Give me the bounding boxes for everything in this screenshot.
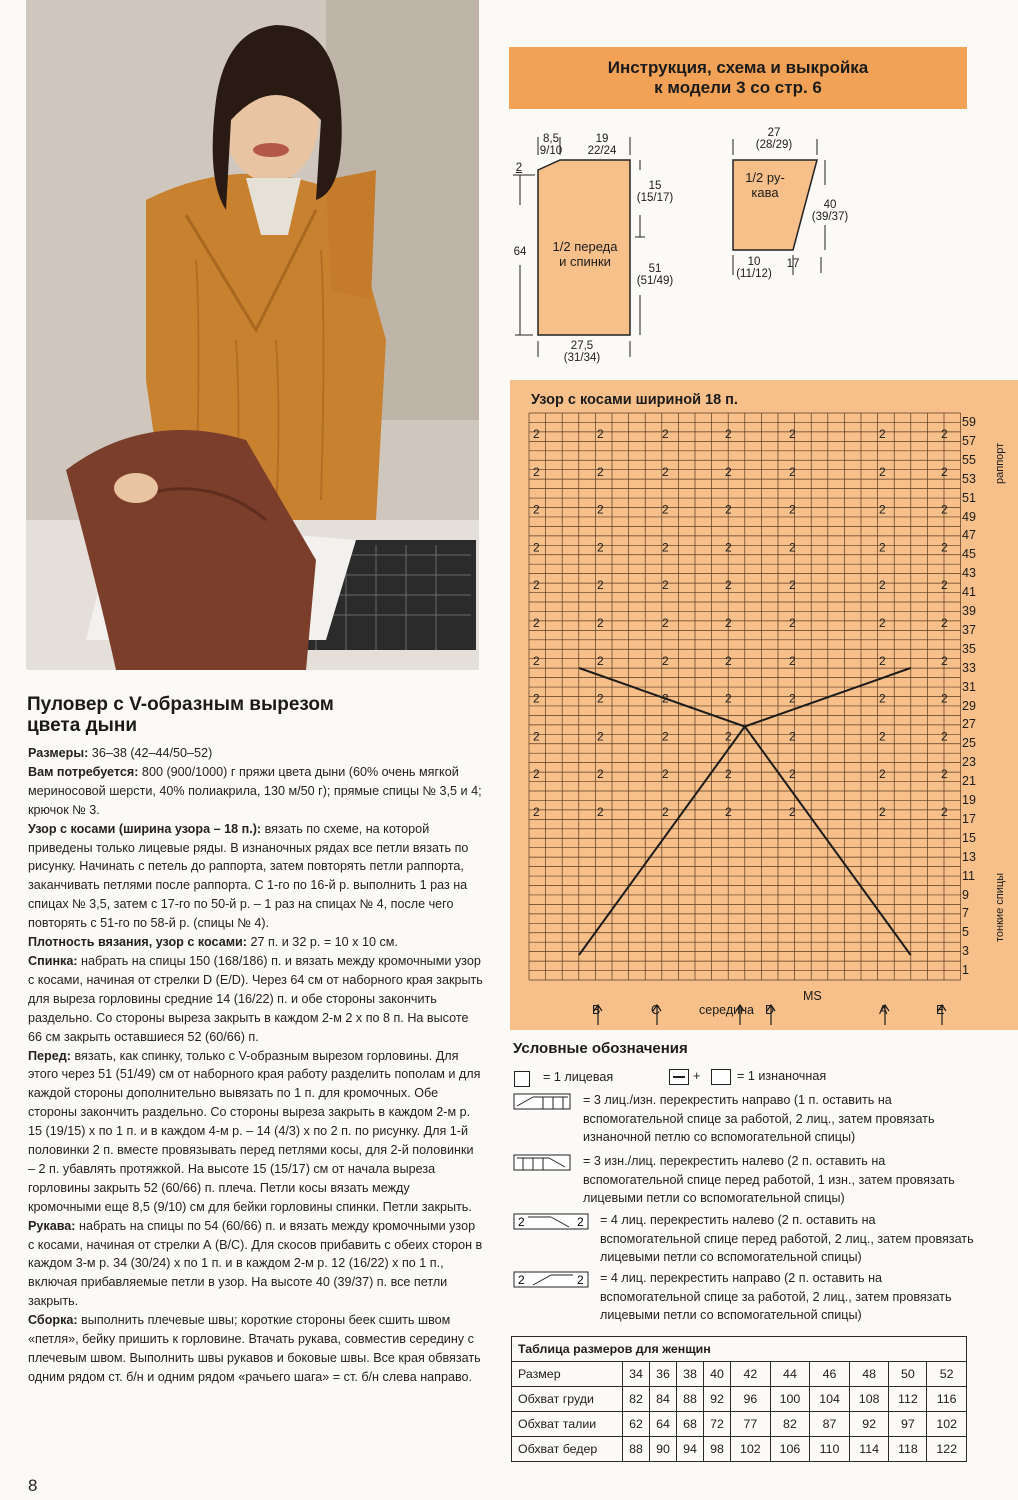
row-number: 45 xyxy=(962,547,976,562)
cable-mark: 2 xyxy=(662,616,669,630)
arrow-label-a: A xyxy=(879,1003,888,1017)
table-cell: 102 xyxy=(731,1437,771,1462)
cable-mark: 2 xyxy=(725,427,732,441)
article-title-line-1: Пуловер с V-образным вырезом xyxy=(27,694,334,715)
section-front xyxy=(28,1047,483,1217)
table-row xyxy=(512,1362,967,1387)
cable-mark: 2 xyxy=(789,767,796,782)
section-label: Вам потребуется: xyxy=(28,764,139,779)
article-title xyxy=(27,694,467,736)
sleeve-bottom xyxy=(732,256,776,280)
article-body xyxy=(28,744,483,1387)
body-top-b-value: 19 xyxy=(595,133,609,145)
sleeve-side: 17 xyxy=(786,258,800,270)
cable-mark: 2 xyxy=(597,729,604,744)
table-cell: 108 xyxy=(849,1387,889,1412)
table-cell: 44 xyxy=(770,1362,810,1387)
section-text: выполнить плечевые швы; короткие стороны беек сшить швом «петля», бейку пришить к горловине. Втачать рукава, совместив середину с плечевым швом. Выполнить швы рукавов и боковые швы. Все края обвязать одним рядом ст. б/н и одним рядом «рачьего шага» = ст. б/н слева направо. xyxy=(28,1313,481,1384)
table-cell: 84 xyxy=(650,1387,677,1412)
chart-title: Узор с косами шириной 18 п. xyxy=(531,392,738,408)
section-text: 27 п. и 32 р. = 10 х 10 см. xyxy=(246,935,398,950)
legend-cable-3-left: = 3 изн./лиц. перекрестить налево (2 п. оставить на вспомогательной спице перед работой, 1 изн., затем провязать лицевыми петли со вспомогательной спицы) xyxy=(583,1154,955,1205)
cable-mark: 2 xyxy=(533,464,540,479)
row-number: 23 xyxy=(962,755,976,770)
cable-3-left-symbol xyxy=(513,1153,573,1173)
cable-mark: 2 xyxy=(789,578,796,593)
section-label: Сборка: xyxy=(28,1313,78,1328)
svg-text:2: 2 xyxy=(518,1273,525,1287)
row-number: 57 xyxy=(962,433,976,448)
sleeve-bottom2-value: (11/12) xyxy=(736,268,772,280)
section-text: вязать по схеме, на которой приведены только лицевые ряды. В изнаночных рядах все петли вязать по рисунку. Начинать с петель до раппорта, затем повторять петли раппорта, заканчивать петлями после раппорта. С 1-го по 16-й р. выполнить 1 раз на спицах № 3,5, затем с 17-го по 50-й р. – 1 раз на спицах № 4, после чего повторять с 51-го по 58-й р. (спицы № 4). xyxy=(28,821,469,931)
cable-mark: 2 xyxy=(941,464,948,479)
cable-mark: 2 xyxy=(879,691,886,706)
cable-4-right-symbol xyxy=(513,1270,591,1290)
row-label: Размер xyxy=(512,1362,623,1387)
table-cell: 104 xyxy=(810,1387,850,1412)
table-cell: 98 xyxy=(704,1437,731,1462)
cable-mark: 2 xyxy=(662,464,669,479)
legend-cable-4-left: = 4 лиц. перекрестить налево (2 п. оставить на вспомогательной спице перед работой, 2 лиц., затем провязать лицевыми петли со вспомогательной спицы) xyxy=(600,1213,974,1264)
sleeve-height2-value: (39/37) xyxy=(811,211,849,223)
table-row xyxy=(512,1412,967,1437)
cable-mark: 2 xyxy=(879,805,886,819)
table-cell: 48 xyxy=(849,1362,889,1387)
row-number: 43 xyxy=(962,566,976,581)
body-top-b2-value: 22/24 xyxy=(587,145,617,157)
row-number: 51 xyxy=(962,490,976,505)
cable-mark: 2 xyxy=(597,616,604,630)
cable-mark: 2 xyxy=(597,805,604,819)
legend-cable-4-right: = 4 лиц. перекрестить направо (2 п. оставить на вспомогательной спице за работой, 2 лиц., затем провязать лицевыми петли со вспомогательной спицы) xyxy=(600,1271,952,1322)
cable-mark: 2 xyxy=(597,464,604,479)
table-cell: 68 xyxy=(677,1412,704,1437)
row-number: 11 xyxy=(962,868,975,883)
body-top-a-value: 8,5 xyxy=(543,133,559,145)
row-number: 19 xyxy=(962,793,976,807)
row-number: 1 xyxy=(962,963,969,978)
model-photo xyxy=(26,0,479,670)
cable-mark: 2 xyxy=(725,691,732,706)
table-cell: 90 xyxy=(650,1437,677,1462)
row-number: 7 xyxy=(962,906,969,921)
legend-knit: = 1 лицевая xyxy=(543,1070,614,1084)
section-back xyxy=(28,952,483,1047)
svg-text:2: 2 xyxy=(518,1215,525,1229)
table-cell: 46 xyxy=(810,1362,850,1387)
row-number: 41 xyxy=(962,585,976,600)
table-cell: 92 xyxy=(849,1412,889,1437)
cable-mark: 2 xyxy=(789,502,796,517)
cable-mark: 2 xyxy=(533,616,540,630)
cable-mark: 2 xyxy=(533,805,540,819)
photo-illustration xyxy=(26,0,479,670)
cable-mark: 2 xyxy=(941,578,948,593)
table-cell: 110 xyxy=(810,1437,850,1462)
row-number: 27 xyxy=(962,717,976,732)
cable-mark: 2 xyxy=(879,729,886,744)
table-cell: 94 xyxy=(677,1437,704,1462)
cable-mark: 2 xyxy=(725,578,732,593)
cable-mark: 2 xyxy=(662,691,669,706)
cable-mark: 2 xyxy=(879,578,886,593)
sleeve-height xyxy=(808,199,852,223)
row-number: 13 xyxy=(962,849,976,864)
svg-text:2: 2 xyxy=(577,1215,584,1229)
row-number: 29 xyxy=(962,698,976,713)
cable-mark: 2 xyxy=(597,427,604,441)
cable-mark: 2 xyxy=(662,540,669,555)
cable-mark: 2 xyxy=(725,653,732,668)
cable-mark: 2 xyxy=(789,729,796,744)
header-line-1: Инструкция, схема и выкройка xyxy=(607,58,869,77)
row-number: 3 xyxy=(962,944,969,959)
section-text: 800 (900/1000) г пряжи цвета дыни (60% очень мягкой мериносовой шерсти, 40% полиакрила, 130 м/50 г); прямые спицы № 3,5 и 4; крючок № 3. xyxy=(28,764,482,817)
cable-3-right-symbol xyxy=(513,1092,573,1112)
cable-mark: 2 xyxy=(533,653,540,668)
row-number: 25 xyxy=(962,736,976,751)
section-label: Размеры: xyxy=(28,746,89,760)
table-cell: 52 xyxy=(927,1362,967,1387)
row-number: 37 xyxy=(962,622,976,637)
cable-mark: 2 xyxy=(879,616,886,630)
table-row xyxy=(512,1387,967,1412)
instruction-header xyxy=(509,47,967,109)
body-h-upper xyxy=(633,180,677,204)
cable-mark: 2 xyxy=(789,691,796,706)
row-label: Обхват груди xyxy=(512,1387,623,1412)
cable-mark: 2 xyxy=(789,464,796,479)
legend-cable-3-right: = 3 лиц./изн. перекрестить направо (1 п. оставить на вспомогательной спице за работой, 2 лиц., затем провязать изнаночной петлю со вспомогательной спицы) xyxy=(583,1093,935,1144)
body-width xyxy=(560,340,604,364)
cable-mark: 2 xyxy=(725,502,732,517)
table-cell: 87 xyxy=(810,1412,850,1437)
cable-mark: 2 xyxy=(941,729,948,744)
header-line-2: к модели 3 со стр. 6 xyxy=(654,78,822,97)
cable-mark: 2 xyxy=(597,691,604,706)
row-number: 53 xyxy=(962,471,976,486)
cable-mark: 2 xyxy=(597,578,604,593)
body-top-b xyxy=(580,133,624,157)
section-text: вязать, как спинку, только с V-образным вырезом горловины. Для этого через 51 (51/49) см от наборного края работу разделить пополам и для каждой стороны дополнительно вывязать по 1 п. для кромочных. Обе стороны закончить раздельно. Со стороны выреза закрыть в каждом 2-м р. 15 (19/15) х по 1 п. и в каждом 4-м р. – 14 (4/3) х по 2 п. по рисунку. Для 1-й половинки 2 п. вместе провязывать перед петлями косы, для 2-й половинки – 2 п. убавлять протяжкой. На высоте 15 (15/17) см от начала выреза горловины закрыть 52 (60/66) п. плеча. Петли косы вязать между кромочными еще 8,5 (9/10) см для бейки горловины спинки. Петли закрыть. xyxy=(28,1048,481,1214)
table-cell: 36 xyxy=(650,1362,677,1387)
pattern-grid xyxy=(510,380,1018,1030)
ms-label: MS xyxy=(803,989,822,1003)
body-width-value: 27,5 xyxy=(570,340,594,352)
table-row xyxy=(512,1437,967,1462)
cable-mark: 2 xyxy=(789,540,796,555)
cable-mark: 2 xyxy=(662,578,669,593)
table-cell: 40 xyxy=(704,1362,731,1387)
cable-mark: 2 xyxy=(789,616,796,630)
sleeve-label-1: 1/2 ру- xyxy=(745,170,785,185)
middle-label: середина xyxy=(699,1003,754,1017)
cable-mark: 2 xyxy=(879,427,886,441)
arrow-label-c: C xyxy=(651,1003,661,1017)
cable-mark: 2 xyxy=(662,729,669,744)
table-cell: 82 xyxy=(770,1412,810,1437)
cable-mark: 2 xyxy=(725,616,732,630)
svg-text:2: 2 xyxy=(577,1273,584,1287)
cable-mark: 2 xyxy=(879,502,886,517)
body-top-a2-value: 9/10 xyxy=(539,145,563,157)
table-cell: 92 xyxy=(704,1387,731,1412)
rapport-label: раппорт xyxy=(994,442,1006,484)
cable-mark: 2 xyxy=(597,767,604,782)
page-number: 8 xyxy=(28,1476,38,1495)
article-title-line-2: цвета дыни xyxy=(27,715,138,736)
row-number: 15 xyxy=(962,830,976,845)
table-cell: 62 xyxy=(623,1412,650,1437)
table-cell: 116 xyxy=(927,1387,967,1412)
body-h-lower-value: 51 xyxy=(648,263,662,275)
arrow-label-e: E xyxy=(936,1003,945,1017)
cable-mark: 2 xyxy=(725,767,732,782)
cable-mark: 2 xyxy=(941,653,948,668)
cable-mark: 2 xyxy=(725,729,732,744)
cable-mark: 2 xyxy=(533,540,540,555)
row-number: 55 xyxy=(962,452,976,467)
cable-mark: 2 xyxy=(597,653,604,668)
table-cell: 38 xyxy=(677,1362,704,1387)
table-cell: 106 xyxy=(770,1437,810,1462)
row-number: 39 xyxy=(962,604,976,618)
body-top-a xyxy=(535,133,567,157)
cable-4-left-symbol xyxy=(513,1212,591,1232)
table-cell: 77 xyxy=(731,1412,771,1437)
table-cell: 118 xyxy=(889,1437,927,1462)
cable-mark: 2 xyxy=(725,540,732,555)
cable-mark: 2 xyxy=(879,540,886,555)
section-text: набрать на спицы по 54 (60/66) п. и вязать между кромочными узор с косами, начиная от стрелки А (B/C). Для скосов прибавить с обеих сторон в каждом 3-м р. 34 (30/24) х по 1 п. и в каждом 2-м р. 12 (16/22) х по 1 п., включая прибавляемые петли в узор. На высоте 40 (39/37) п. все петли закрыть. xyxy=(28,1218,483,1309)
section-label: Спинка: xyxy=(28,953,78,968)
row-label: Обхват талии xyxy=(512,1412,623,1437)
section-materials xyxy=(28,763,483,820)
cable-mark: 2 xyxy=(789,805,796,819)
table-cell: 42 xyxy=(731,1362,771,1387)
body-label xyxy=(545,239,625,269)
purl-symbol xyxy=(669,1069,689,1085)
table-cell: 112 xyxy=(889,1387,927,1412)
table-cell: 82 xyxy=(623,1387,650,1412)
row-number: 5 xyxy=(962,925,969,940)
cable-mark: 2 xyxy=(879,767,886,782)
cable-mark: 2 xyxy=(941,691,948,706)
cable-mark: 2 xyxy=(879,464,886,479)
row-number: 47 xyxy=(962,528,976,543)
table-cell: 50 xyxy=(889,1362,927,1387)
section-sleeves xyxy=(28,1217,483,1312)
cable-mark: 2 xyxy=(941,805,948,819)
sleeve-label xyxy=(737,170,793,200)
row-number: 17 xyxy=(962,811,976,826)
size-table xyxy=(511,1336,967,1462)
table-cell: 72 xyxy=(704,1412,731,1437)
table-cell: 100 xyxy=(770,1387,810,1412)
section-sizes xyxy=(28,744,483,763)
body-h-upper-value: 15 xyxy=(648,180,662,192)
section-assembly xyxy=(28,1311,483,1387)
cable-mark: 2 xyxy=(533,502,540,517)
body-label-2: и спинки xyxy=(559,254,611,269)
section-cable-pattern xyxy=(28,820,483,933)
row-number: 59 xyxy=(962,415,976,429)
cable-mark: 2 xyxy=(533,767,540,782)
table-cell: 88 xyxy=(677,1387,704,1412)
section-text: набрать на спицы 150 (168/186) п. и вязать между кромочными узор с косами, начиная от стрелки D (E/D). Через 64 см от наборного края закрыть для выреза горловины средние 14 (16/22) п. и обе стороны закончить раздельно. Со стороны выреза закрыть в каждом 2-м 2 х по 8 п. На высоте 66 см закрыть оставшиеся 52 (60/66) п. xyxy=(28,953,483,1044)
arrow-label-d: D xyxy=(765,1003,775,1017)
table-cell: 88 xyxy=(623,1437,650,1462)
body-h-upper2-value: (15/17) xyxy=(636,192,674,204)
sleeve-top2-value: (28/29) xyxy=(755,139,793,151)
cable-mark: 2 xyxy=(662,805,669,819)
legend-title: Условные обозначения xyxy=(513,1040,688,1057)
body-width2-value: (31/34) xyxy=(563,352,601,364)
cable-mark: 2 xyxy=(789,653,796,668)
cable-mark: 2 xyxy=(662,427,669,441)
sleeve-bottom-value: 10 xyxy=(747,256,761,268)
row-number: 49 xyxy=(962,509,976,524)
body-height: 64 xyxy=(513,246,527,258)
cable-mark: 2 xyxy=(789,427,796,441)
section-label: Узор с косами (ширина узора – 18 п.): xyxy=(28,821,262,836)
row-label: Обхват бедер xyxy=(512,1437,623,1462)
row-number: 31 xyxy=(962,679,976,694)
cable-mark: 2 xyxy=(662,502,669,517)
sleeve-top-value: 27 xyxy=(767,127,781,139)
purl-symbol-2 xyxy=(711,1069,731,1085)
table-cell: 64 xyxy=(650,1412,677,1437)
body-h-lower2-value: (51/49) xyxy=(636,275,674,287)
cable-mark: 2 xyxy=(533,691,540,706)
section-label: Рукава: xyxy=(28,1218,76,1233)
cable-mark: 2 xyxy=(725,805,732,819)
cable-mark: 2 xyxy=(941,502,948,517)
cable-mark: 2 xyxy=(941,767,948,782)
cable-mark: 2 xyxy=(597,502,604,517)
sleeve-height-value: 40 xyxy=(823,199,837,211)
section-label: Перед: xyxy=(28,1048,71,1063)
knit-symbol xyxy=(514,1071,530,1087)
body-neck-depth: 2 xyxy=(515,162,523,174)
table-cell: 96 xyxy=(731,1387,771,1412)
thin-needles-label: тонкие спицы xyxy=(994,872,1006,943)
table-cell: 122 xyxy=(927,1437,967,1462)
body-label-1: 1/2 переда xyxy=(552,239,618,254)
cable-mark: 2 xyxy=(662,767,669,782)
cable-mark: 2 xyxy=(941,540,948,555)
cable-mark: 2 xyxy=(662,653,669,668)
sleeve-top xyxy=(752,127,796,151)
body-h-lower xyxy=(633,263,677,287)
row-number: 21 xyxy=(962,774,976,789)
row-number: 9 xyxy=(962,887,969,902)
table-cell: 34 xyxy=(623,1362,650,1387)
section-text: 36–38 (42–44/50–52) xyxy=(88,746,213,760)
section-gauge xyxy=(28,933,483,952)
table-cell: 97 xyxy=(889,1412,927,1437)
cable-mark: 2 xyxy=(533,427,540,441)
cable-mark: 2 xyxy=(941,427,948,441)
cable-mark: 2 xyxy=(879,653,886,668)
cable-mark: 2 xyxy=(725,464,732,479)
section-label: Плотность вязания, узор с косами: xyxy=(28,935,247,950)
sleeve-label-2: кава xyxy=(751,185,779,200)
row-number: 33 xyxy=(962,660,976,675)
cable-mark: 2 xyxy=(941,616,948,630)
legend-plus: + xyxy=(693,1069,701,1083)
table-cell: 114 xyxy=(849,1437,889,1462)
row-number: 35 xyxy=(962,641,976,656)
legend-purl: = 1 изнаночная xyxy=(737,1069,827,1083)
arrow-label-b: B xyxy=(592,1003,601,1017)
table-cell: 102 xyxy=(927,1412,967,1437)
cable-mark: 2 xyxy=(597,540,604,555)
cable-mark: 2 xyxy=(533,729,540,744)
cable-mark: 2 xyxy=(533,578,540,593)
size-table-caption: Таблица размеров для женщин xyxy=(512,1337,967,1362)
